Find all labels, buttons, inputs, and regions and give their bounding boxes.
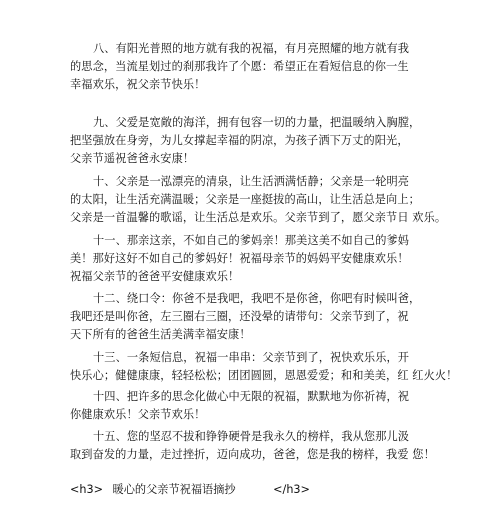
paragraph-line: 我吧还是叫你爸，左三圈右三圈，还没晕的请带句：父亲节到了，祝 xyxy=(70,310,409,323)
paragraph-line: 十四、把许多的思念化做心中无限的祝福，默默地为你祈祷，祝 xyxy=(93,390,410,403)
paragraph-line: 幸福欢乐，祝父亲节快乐！ xyxy=(70,78,206,91)
paragraph-line: 九、父爱是宽敞的海洋，拥有包容一切的力量，把温暖纳入胸膛， xyxy=(93,116,421,129)
paragraph-line: 十一、那亲这亲，不如自己的爹妈亲！那美这美不如自己的爹妈 xyxy=(93,234,410,247)
paragraph-9 xyxy=(70,114,462,168)
paragraph-line: 取到奋发的力量，走过挫折，迈向成功，爸爸，您是我的榜样，我爱 您！ xyxy=(70,448,435,461)
paragraph-line: 十三、一条短信息，祝福一串串：父亲节到了，祝快欢乐乐，开 xyxy=(93,351,410,364)
paragraph-line: 十五、您的坚忍不拔和铮铮硬骨是我永久的榜样，我从您那儿汲 xyxy=(93,430,410,443)
paragraph-line: 把坚强放在身旁，为儿女撑起幸福的阴凉，为孩子洒下万丈的阳光， xyxy=(70,134,409,147)
paragraph-15 xyxy=(70,428,462,464)
paragraph-line: 祝福父亲节的爸爸平安健康欢乐！ xyxy=(70,270,240,283)
section-heading xyxy=(70,481,310,499)
paragraph-10 xyxy=(70,173,462,227)
paragraph-line: 八、有阳光普照的地方就有我的祝福，有月亮照耀的地方就有我 xyxy=(93,42,410,55)
heading-title: 暖心的父亲节祝福语摘抄 xyxy=(112,483,236,496)
paragraph-line: 美！那好这好不如自己的爹妈好！祝福母亲节的妈妈平安健康欢乐！ xyxy=(70,252,409,265)
heading-open-tag: <h3> xyxy=(70,483,103,496)
paragraph-line: 十二、绕口令：你爸不是我吧，我吧不是你爸，你吧有时候叫爸， xyxy=(93,292,421,305)
paragraph-line: 的太阳，让生活充满温暖；父亲是一座挺拔的高山，让生活总是向上； xyxy=(70,193,420,206)
paragraph-line: 快乐心；健健康康，轻轻松松；团团圆圆，恩恩爱爱；和和美美，红 红火火！ xyxy=(70,369,458,382)
paragraph-line: 父亲节遥祝爸爸永安康！ xyxy=(70,152,195,165)
paragraph-line: 的思念，当流星划过的刹那我许了个愿：希望正在看短信息的你一生 xyxy=(70,60,409,73)
paragraph-line: 天下所有的爸爸生活美满幸福安康！ xyxy=(70,328,251,341)
paragraph-line: 父亲是一首温馨的歌谣，让生活总是欢乐。父亲节到了，愿父亲节日 欢乐。 xyxy=(70,211,447,224)
paragraph-line: 你健康欢乐！父亲节欢乐！ xyxy=(70,408,206,421)
paragraph-11 xyxy=(70,232,462,286)
paragraph-13 xyxy=(70,349,462,385)
paragraph-14 xyxy=(70,388,462,424)
paragraph-8 xyxy=(70,40,462,94)
paragraph-line: 十、父亲是一泓漂亮的清泉，让生活洒满恬静；父亲是一轮明亮 xyxy=(93,175,410,188)
heading-close-tag: </h3> xyxy=(273,483,310,496)
paragraph-12 xyxy=(70,290,462,344)
